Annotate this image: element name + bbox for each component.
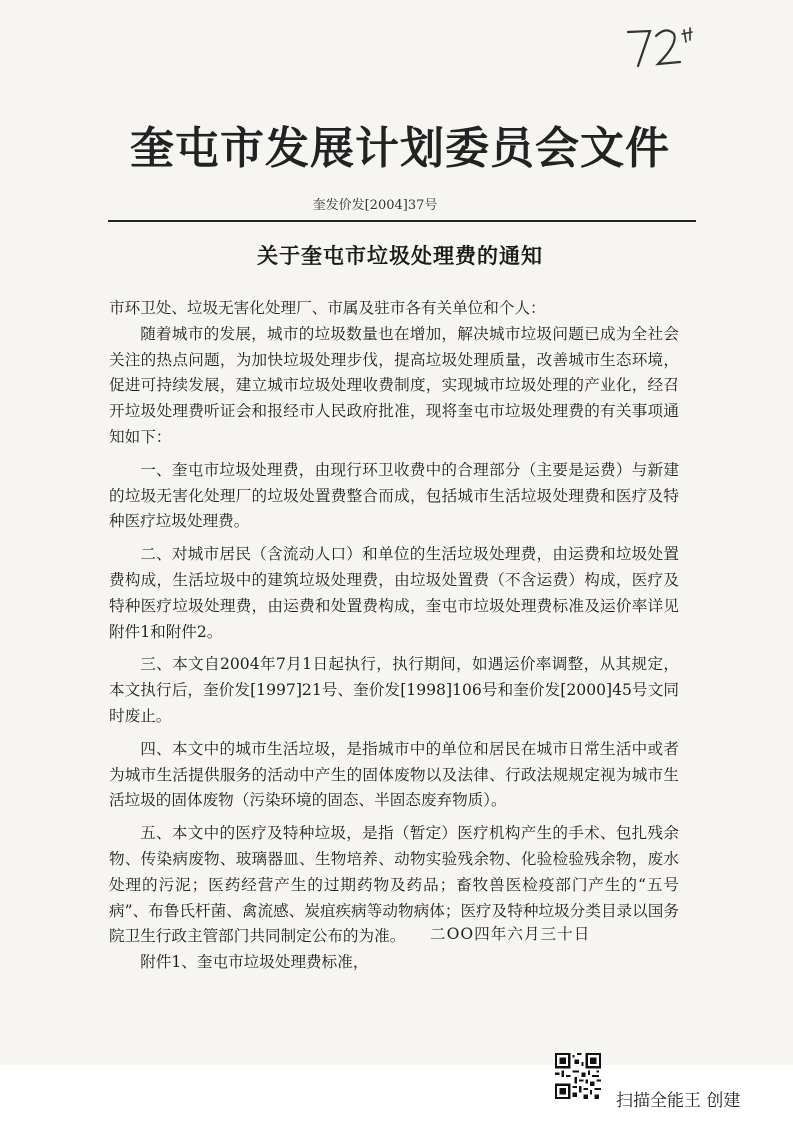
article-3: 三、本文自2004年7月1日起执行，执行期间，如遇运价率调整，从其规定，本文执行后，奎价发[1997]21号、奎价发[1998]106号和奎价发[2000]45号文同时废止。 — [109, 655, 679, 725]
issue-date: 二OO四年六月三十日 — [430, 925, 591, 943]
article-4: 四、本文中的城市生活垃圾，是指城市中的单位和居民在城市日常生活中或者为城市生活提供服务的活动中产生的固体废物以及法律、行政法规规定视为城市生活垃圾的固体废物（污染环境的固态、半固态废弃物质）。 — [109, 739, 679, 810]
masthead-title: 奎屯市发展计划委员会文件 — [130, 123, 670, 174]
preamble-paragraph: 随着城市的发展，城市的垃圾数量也在增加，解决城市垃圾问题已成为全社会关注的热点问题，为加快垃圾处理步伐，提高垃圾处理质量，改善城市生态环境，促进可持续发展，建立城市垃圾处理收费制度，实现城市垃圾处理的产业化，经召开垃圾处理费听证会和报经市人民政府批准，现将奎屯市垃圾处理费的有关事项通知如下： — [109, 324, 679, 446]
article-5: 五、本文中的医疗及特种垃圾，是指（暂定）医疗机构产生的手术、包扎残余物、传染病废物、玻璃器皿、生物培养、动物实验残余物、化验检验残余物，废水处理的污泥；医药经营产生的过期药物及药品；畜牧兽医检疫部门产生的“五号病”、布鲁氏杆菌、禽流感、炭疽疾病等动物病体；医疗及特种垃圾分类目录以国务院卫生行政主管部门共同制定公布的为准。 — [109, 824, 679, 946]
scanner-watermark: 扫描全能王 创建 — [616, 1091, 741, 1111]
article-2: 二、对城市居民（含流动人口）和单位的生活垃圾处理费，由运费和垃圾处置费构成，生活垃圾中的建筑垃圾处理费，由垃圾处置费（不含运费）构成，医疗及特种医疗垃圾处理费，由运费和处置费构成，奎屯市垃圾处理费标准及运价率详见附件1和附件2。 — [109, 545, 679, 641]
notice-body — [109, 296, 679, 976]
addressee-line: 市环卫处、垃圾无害化处理厂、市属及驻市各有关单位和个人： — [109, 299, 546, 317]
masthead-divider — [108, 220, 696, 222]
qr-code-icon — [555, 1053, 601, 1099]
document-number: 奎发价发[2004]37号 — [312, 198, 438, 213]
notice-title: 关于奎屯市垃圾处理费的通知 — [257, 243, 543, 268]
article-1: 一、奎屯市垃圾处理费，由现行环卫收费中的合理部分（主要是运费）与新建的垃圾无害化处理厂的垃圾处置费整合而成，包括城市生活垃圾处理费和医疗及特种医疗垃圾处理费。 — [109, 460, 679, 531]
attachment-line: 附件1、奎屯市垃圾处理费标准， — [140, 953, 369, 972]
handwritten-page-mark — [620, 22, 700, 72]
